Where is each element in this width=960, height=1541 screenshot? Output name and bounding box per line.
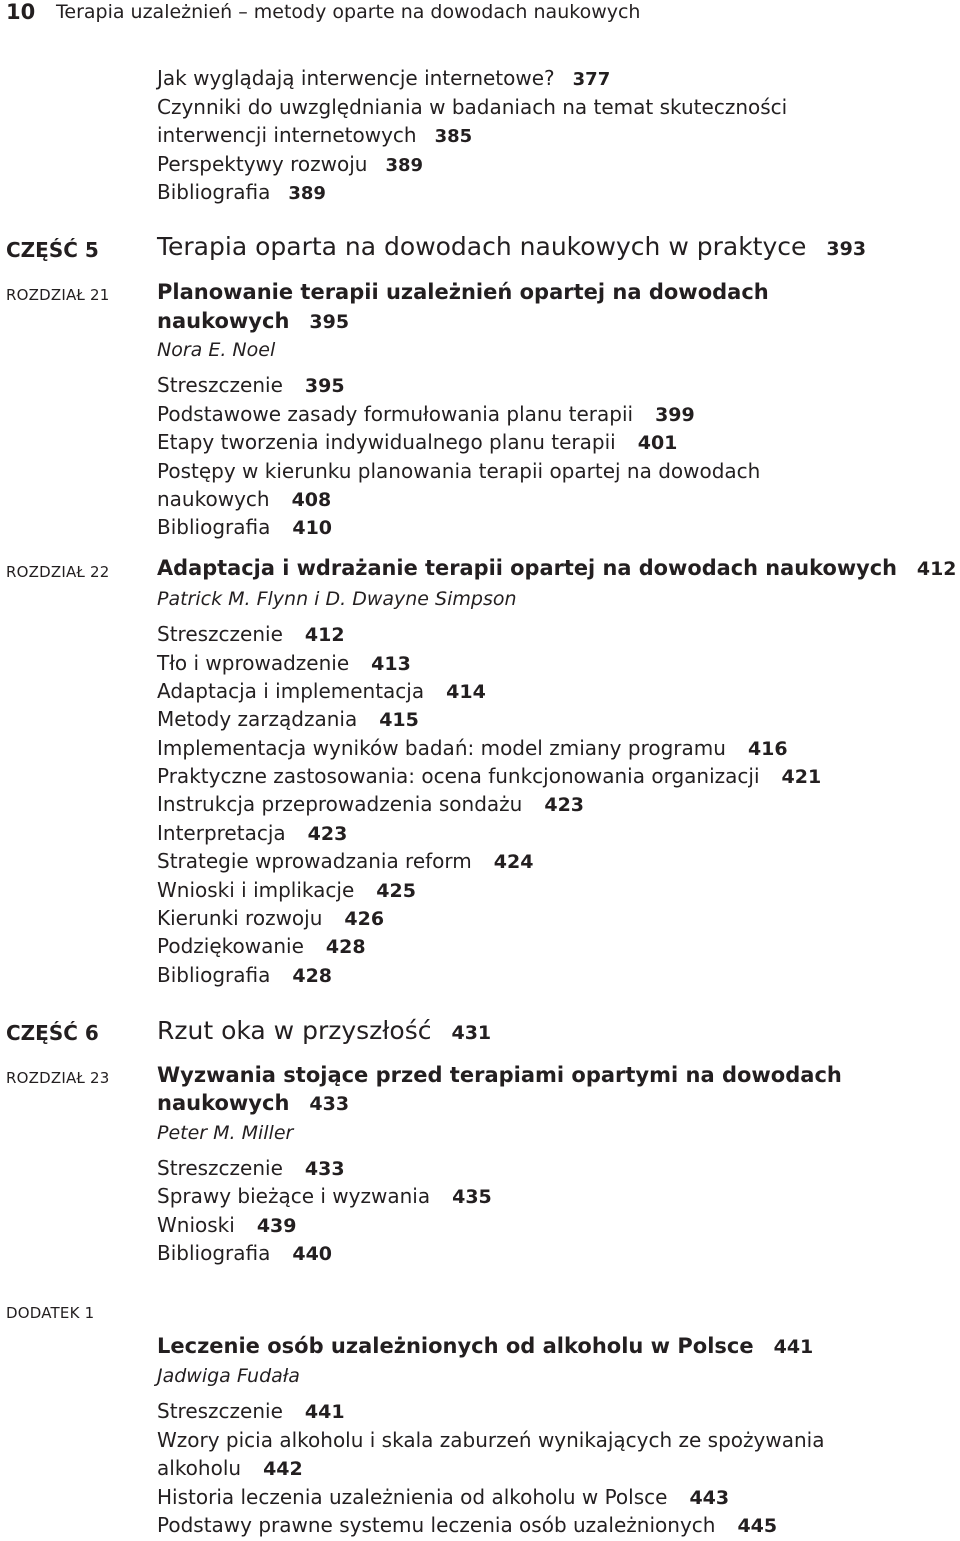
toc-entry[interactable]: Instrukcja przeprowadzenia sondażu 423 (157, 792, 585, 816)
appendix-label: DODATEK 1 (6, 1304, 95, 1322)
toc-page-number: 408 (291, 489, 332, 511)
toc-entry[interactable]: Interpretacja 423 (157, 821, 348, 845)
toc-entry[interactable]: Wnioski 439 (157, 1213, 297, 1237)
toc-entry[interactable]: Postępy w kierunku planowania terapii opartej na dowodach (157, 459, 761, 483)
page-number: 10 (6, 0, 36, 24)
toc-entry[interactable]: Wnioski i implikacje 425 (157, 878, 416, 902)
toc-page-number: 428 (292, 965, 333, 987)
toc-page-number: 425 (376, 880, 416, 902)
toc-entry[interactable]: Sprawy bieżące i wyzwania 435 (157, 1184, 492, 1208)
toc-page-number: 421 (781, 766, 822, 788)
chapter-author: Peter M. Miller (157, 1122, 294, 1144)
toc-entry[interactable]: Tło i wprowadzenie 413 (157, 651, 411, 675)
toc-entry[interactable]: Bibliografia 389 (157, 180, 326, 204)
toc-entry[interactable]: naukowych 408 (157, 487, 332, 511)
chapter-title[interactable]: Adaptacja i wdrażanie terapii opartej na dowodach naukowych 412 (157, 556, 957, 580)
toc-page-number: 399 (655, 404, 695, 426)
appendix-title[interactable]: Leczenie osób uzależnionych od alkoholu w Polsce 441 (157, 1334, 814, 1358)
toc-page-number: 389 (288, 183, 326, 204)
toc-entry[interactable]: Jak wyglądają interwencje internetowe? 377 (157, 66, 611, 90)
chapter-title[interactable]: Planowanie terapii uzależnień opartej na dowodach (157, 280, 769, 304)
toc-entry[interactable]: Bibliografia 410 (157, 515, 333, 539)
toc-page-number: 439 (256, 1215, 297, 1237)
toc-page-number: 433 (304, 1158, 345, 1180)
toc-page-number: 395 (304, 375, 345, 397)
toc-page-number: 443 (689, 1487, 730, 1509)
toc-page-number: 441 (304, 1401, 345, 1423)
toc-entry[interactable]: Streszczenie 412 (157, 622, 345, 646)
toc-page-number: 440 (292, 1243, 333, 1265)
toc-page-number: 412 (304, 624, 345, 646)
toc-entry[interactable]: Implementacja wyników badań: model zmiany programu 416 (157, 736, 788, 760)
toc-entry[interactable]: Podstawowe zasady formułowania planu terapii 399 (157, 402, 695, 426)
chapter-title[interactable]: Wyzwania stojące przed terapiami opartymi na dowodach (157, 1063, 842, 1087)
toc-entry[interactable]: Strategie wprowadzania reform 424 (157, 849, 534, 873)
toc-entry[interactable]: Bibliografia 440 (157, 1241, 333, 1265)
toc-page-number: 385 (434, 126, 473, 147)
toc-entry[interactable]: Kierunki rozwoju 426 (157, 906, 385, 930)
toc-entry[interactable]: Czynniki do uwzględniania w badaniach na temat skuteczności (157, 95, 788, 119)
toc-page-number: 413 (371, 653, 411, 675)
toc-entry[interactable]: Podziękowanie 428 (157, 934, 366, 958)
toc-page-number: 401 (637, 432, 678, 454)
toc-page-number: 433 (309, 1093, 350, 1115)
chapter-label: ROZDZIAŁ 22 (6, 563, 110, 581)
toc-page-number: 423 (307, 823, 348, 845)
toc-page-number: 412 (916, 558, 957, 580)
toc-page-number: 393 (826, 238, 867, 260)
toc-entry[interactable]: interwencji internetowych 385 (157, 123, 473, 147)
toc-entry[interactable]: Perspektywy rozwoju 389 (157, 152, 424, 176)
toc-page-number: 428 (325, 936, 366, 958)
toc-entry[interactable]: Streszczenie 441 (157, 1399, 345, 1423)
toc-page-number: 410 (292, 517, 333, 539)
toc-page-number: 414 (446, 681, 486, 703)
toc-page-number: 426 (344, 908, 385, 930)
toc-page-number: 442 (263, 1458, 303, 1480)
chapter-label: ROZDZIAŁ 23 (6, 1069, 110, 1087)
toc-entry[interactable]: alkoholu 442 (157, 1456, 303, 1480)
toc-page-number: 415 (379, 709, 419, 731)
toc-entry[interactable]: Streszczenie 433 (157, 1156, 345, 1180)
chapter-author: Nora E. Noel (157, 339, 276, 361)
toc-entry[interactable]: Adaptacja i implementacja 414 (157, 679, 486, 703)
toc-page-number: 435 (452, 1186, 492, 1208)
toc-entry[interactable]: Podstawy prawne systemu leczenia osób uzależnionych 445 (157, 1513, 778, 1537)
toc-entry[interactable]: Bibliografia 428 (157, 963, 333, 987)
toc-entry[interactable]: Praktyczne zastosowania: ocena funkcjonowania organizacji 421 (157, 764, 822, 788)
toc-page-number: 395 (309, 311, 350, 333)
appendix-author: Jadwiga Fudała (157, 1365, 300, 1387)
part-title[interactable]: Terapia oparta na dowodach naukowych w praktyce 393 (157, 232, 867, 261)
running-header-title: Terapia uzależnień – metody oparte na dowodach naukowych (56, 1, 641, 23)
part-label: CZĘŚĆ 6 (6, 1021, 99, 1045)
toc-entry[interactable]: Wzory picia alkoholu i skala zaburzeń wynikających ze spożywania (157, 1428, 825, 1452)
part-label: CZĘŚĆ 5 (6, 238, 99, 262)
toc-entry[interactable]: Metody zarządzania 415 (157, 707, 419, 731)
toc-entry[interactable]: Etapy tworzenia indywidualnego planu terapii 401 (157, 430, 678, 454)
chapter-title[interactable]: naukowych 433 (157, 1091, 350, 1115)
toc-entry[interactable]: Streszczenie 395 (157, 373, 345, 397)
toc-page-number: 445 (737, 1515, 778, 1537)
toc-page-number: 416 (747, 738, 788, 760)
toc-page-number: 424 (493, 851, 534, 873)
part-title[interactable]: Rzut oka w przyszłość 431 (157, 1016, 492, 1045)
chapter-author: Patrick M. Flynn i D. Dwayne Simpson (157, 588, 517, 610)
toc-page-number: 389 (385, 155, 424, 176)
toc-page-number: 431 (451, 1022, 492, 1044)
toc-page-number: 423 (544, 794, 585, 816)
chapter-title[interactable]: naukowych 395 (157, 309, 350, 333)
toc-entry[interactable]: Historia leczenia uzależnienia od alkoholu w Polsce 443 (157, 1485, 730, 1509)
toc-page-number: 441 (773, 1336, 814, 1358)
chapter-label: ROZDZIAŁ 21 (6, 286, 110, 304)
toc-page-number: 377 (572, 69, 611, 90)
